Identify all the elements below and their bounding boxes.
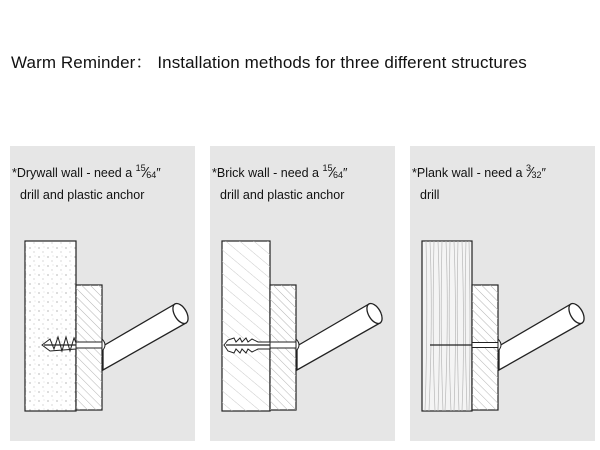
brick-caption-line2: drill and plastic anchor (220, 188, 345, 202)
plank-rod (499, 301, 587, 370)
drywall-caption-line2: drill and plastic anchor (20, 188, 145, 202)
brick-rod (297, 301, 385, 370)
plank-panel (410, 146, 595, 441)
plank-caption-line1: *Plank wall - need a (412, 166, 526, 180)
brick-drill-size: $^{15}⁄_{64}''$ (322, 163, 348, 181)
drywall-diagram (10, 146, 195, 441)
brick-panel (210, 146, 395, 441)
brick-caption-line1: *Brick wall - need a (212, 166, 323, 180)
plank-diagram (410, 146, 595, 441)
drywall-panel (10, 146, 195, 441)
page-title: Warm Reminder： Installation methods for three different structures (11, 53, 527, 72)
plank-drill-size: $^3⁄_{32}''$ (525, 163, 546, 181)
drywall-drill-size: $^{15}⁄_{64}''$ (135, 163, 161, 181)
plank-caption-line2: drill (420, 188, 440, 202)
brick-diagram (210, 146, 395, 441)
drywall-rod (103, 301, 191, 370)
drywall-caption-line1: *Drywall wall - need a (12, 166, 136, 180)
